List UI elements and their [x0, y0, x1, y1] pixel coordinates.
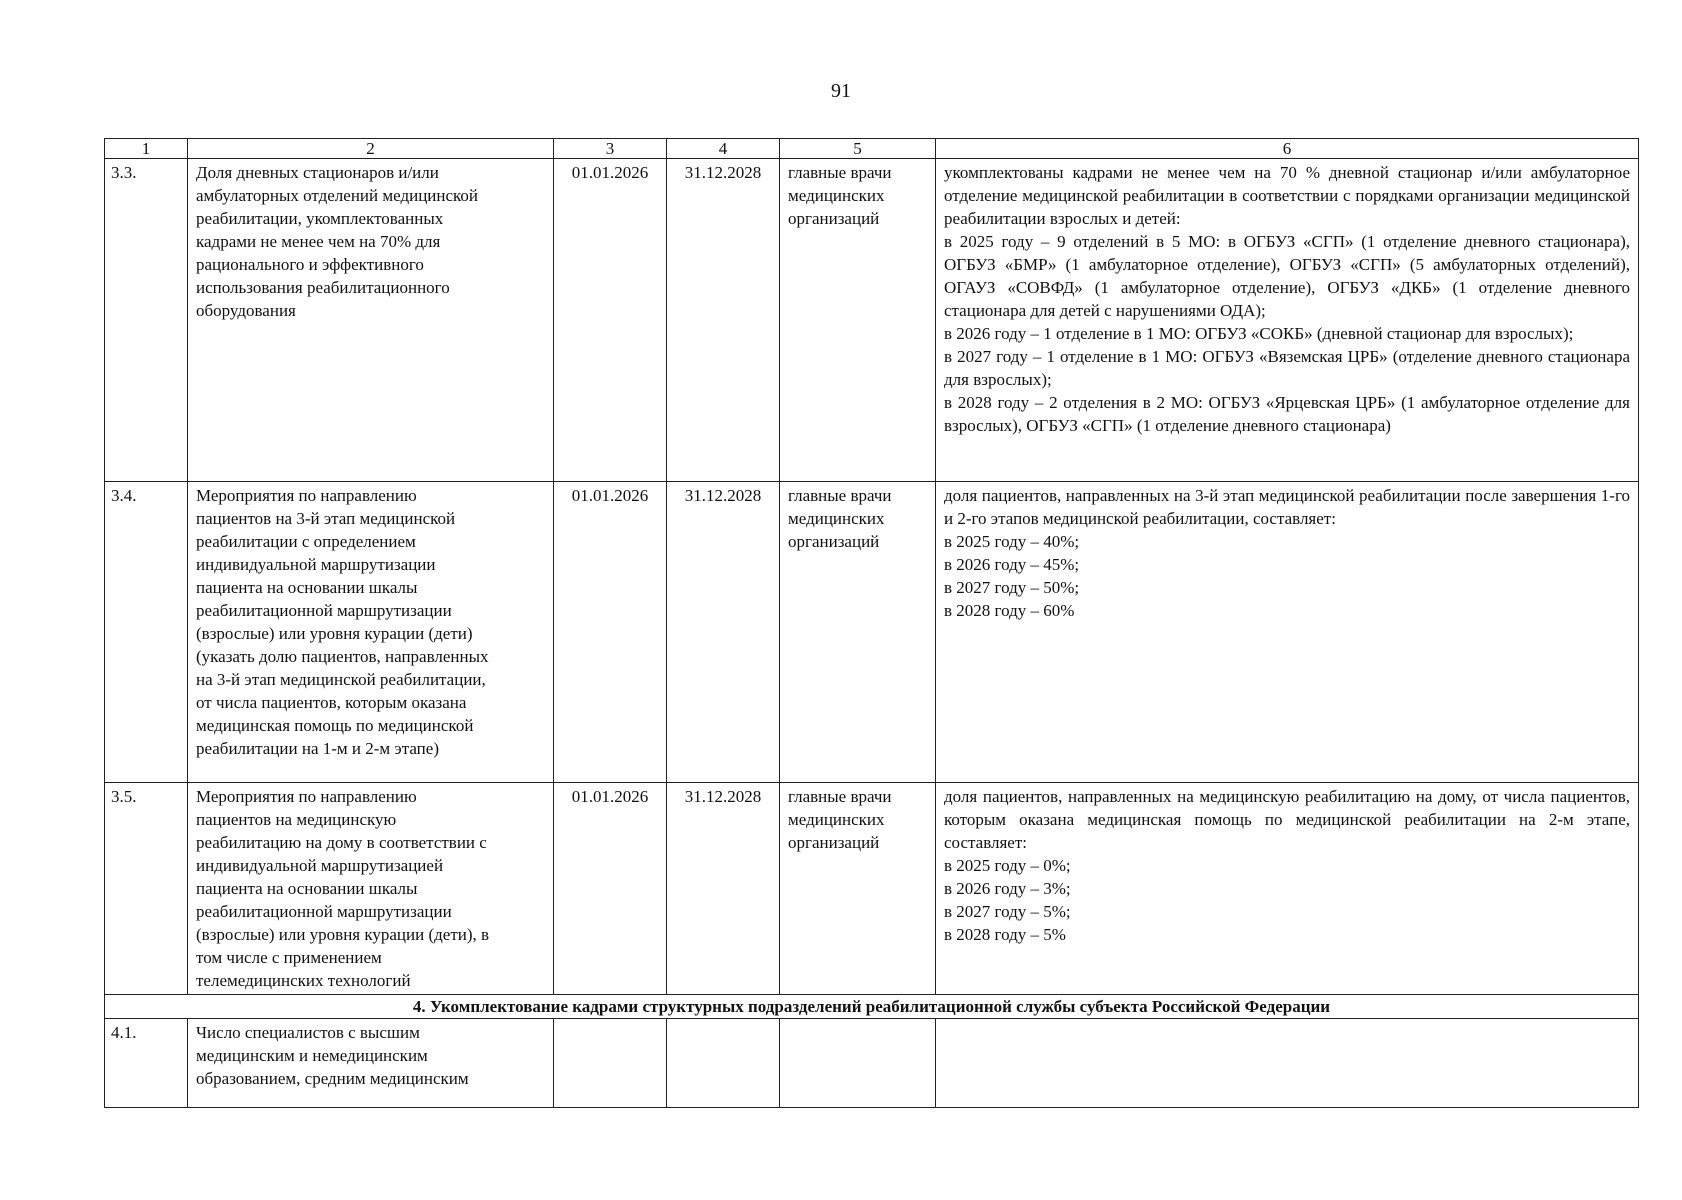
measure-title-line: кадрами не менее чем на 70% для [196, 232, 441, 251]
end-date: 31.12.2028 [667, 159, 780, 482]
table-row [105, 783, 1639, 995]
measure-title-line: медицинским и немедицинским [196, 1046, 428, 1065]
table-row [105, 1019, 1639, 1108]
measure-title-line: (взрослые) или уровня курации (дети), в [196, 925, 490, 944]
responsible-line: главные врачи [788, 486, 892, 505]
measure-title-line: пациентов на медицинскую [196, 810, 397, 829]
item-number: 3.4. [105, 482, 188, 783]
result-paragraph: в 2028 году – 60% [944, 601, 1075, 620]
end-date [667, 1019, 780, 1108]
item-number: 4.1. [105, 1019, 188, 1108]
measure-title-line: медицинская помощь по медицинской [196, 716, 474, 735]
measure-title-line: реабилитации на 1-м и 2-м этапе) [196, 739, 439, 758]
measure-title-line: (указать долю пациентов, направленных [196, 647, 489, 666]
column-number: 6 [936, 139, 1639, 159]
result-paragraph: в 2028 году – 2 отделения в 2 МО: ОГБУЗ «Ярцевская ЦРБ» (1 амбулаторное отделение для взрослых), ОГБУЗ «СГП» (1 отделение дневного стационара) [944, 393, 1630, 435]
measure-title-line: индивидуальной маршрутизации [196, 555, 436, 574]
column-number: 2 [188, 139, 554, 159]
measure-title-line: телемедицинских технологий [196, 971, 411, 990]
start-date: 01.01.2026 [554, 783, 667, 995]
measure-title-line: Число специалистов с высшим [196, 1023, 420, 1042]
measure-title-line: том числе с применением [196, 948, 382, 967]
result-cell [936, 482, 1639, 783]
measure-title-line: реабилитационной маршрутизации [196, 601, 452, 620]
measure-title-line: индивидуальной маршрутизацией [196, 856, 444, 875]
column-number: 3 [554, 139, 667, 159]
measure-title-line: пациента на основании шкалы [196, 578, 418, 597]
measure-title-line: Доля дневных стационаров и/или [196, 163, 439, 182]
measure-title-line: пациента на основании шкалы [196, 879, 418, 898]
measure-title-line: пациентов на 3-й этап медицинской [196, 509, 456, 528]
responsible-line: организаций [788, 833, 880, 852]
table-row [105, 482, 1639, 783]
result-paragraph: в 2027 году – 1 отделение в 1 МО: ОГБУЗ «Вяземская ЦРБ» (отделение дневного стационара для взрослых); [944, 347, 1630, 389]
result-cell [936, 159, 1639, 482]
result-paragraph: в 2025 году – 9 отделений в 5 МО: в ОГБУЗ «СГП» (1 отделение дневного стационара), ОГБУЗ «БМР» (1 амбулаторное отделение), ОГБУЗ «СГП» (5 амбулаторных отделений), ОГАУЗ «СОВФД» (1 амбулаторное отделение), ОГБУЗ «ДКБ» (1 отделение дневного стационара для детей с нарушениями ОДА); [944, 232, 1630, 320]
column-number: 4 [667, 139, 780, 159]
measure-title-line: рационального и эффективного [196, 255, 424, 274]
start-date: 01.01.2026 [554, 159, 667, 482]
result-paragraph: укомплектованы кадрами не менее чем на 70 % дневной стационар и/или амбулаторное отделение медицинской реабилитации в соответствии с порядками организации медицинской реабилитации взрослых и детей: [944, 163, 1630, 228]
measure-title-line: реабилитацию на дому в соответствии с [196, 833, 487, 852]
responsible-line: медицинских [788, 186, 885, 205]
end-date: 31.12.2028 [667, 482, 780, 783]
result-paragraph: в 2027 году – 5%; [944, 902, 1071, 921]
responsible-line: организаций [788, 532, 880, 551]
responsible-line: организаций [788, 209, 880, 228]
column-number-row [105, 139, 1639, 159]
measure-title-line: реабилитации, укомплектованных [196, 209, 444, 228]
result-paragraph: в 2025 году – 0%; [944, 856, 1071, 875]
measure-title-line: образованием, средним медицинским [196, 1069, 469, 1088]
measure-title-line: от числа пациентов, которым оказана [196, 693, 467, 712]
responsible-line: главные врачи [788, 163, 892, 182]
responsible-line: главные врачи [788, 787, 892, 806]
start-date [554, 1019, 667, 1108]
measures-table [104, 138, 1639, 1108]
start-date: 01.01.2026 [554, 482, 667, 783]
result-paragraph: доля пациентов, направленных на 3-й этап медицинской реабилитации после завершения 1-го и 2-го этапов медицинской реабилитации, составляет: [944, 486, 1630, 528]
measure-title-line: Мероприятия по направлению [196, 486, 417, 505]
measure-title-line: на 3-й этап медицинской реабилитации, [196, 670, 486, 689]
item-number: 3.3. [105, 159, 188, 482]
responsible-line: медицинских [788, 509, 885, 528]
result-paragraph: в 2026 году – 3%; [944, 879, 1071, 898]
table-row [105, 159, 1639, 482]
result-paragraph: в 2027 году – 50%; [944, 578, 1080, 597]
measure-title-cell [188, 1019, 554, 1108]
measure-title-cell [188, 482, 554, 783]
column-number: 5 [780, 139, 936, 159]
section-heading: 4. Укомплектование кадрами структурных подразделений реабилитационной службы субъекта Российской Федерации [105, 995, 1639, 1019]
result-paragraph: в 2026 году – 1 отделение в 1 МО: ОГБУЗ «СОКБ» (дневной стационар для взрослых); [944, 324, 1574, 343]
page-number: 91 [831, 80, 851, 102]
responsible-cell [780, 159, 936, 482]
end-date: 31.12.2028 [667, 783, 780, 995]
responsible-cell [780, 482, 936, 783]
result-cell [936, 1019, 1639, 1108]
measure-title-line: (взрослые) или уровня курации (дети) [196, 624, 473, 643]
measure-title-line: реабилитации с определением [196, 532, 416, 551]
section-heading-row [105, 995, 1639, 1019]
measure-title-line: оборудования [196, 301, 296, 320]
result-cell [936, 783, 1639, 995]
measure-title-line: Мероприятия по направлению [196, 787, 417, 806]
column-number: 1 [105, 139, 188, 159]
measure-title-cell [188, 783, 554, 995]
measure-title-line: реабилитационной маршрутизации [196, 902, 452, 921]
result-paragraph: в 2028 году – 5% [944, 925, 1066, 944]
result-paragraph: в 2025 году – 40%; [944, 532, 1080, 551]
measure-title-line: использования реабилитационного [196, 278, 450, 297]
item-number: 3.5. [105, 783, 188, 995]
responsible-cell [780, 1019, 936, 1108]
measure-title-line: амбулаторных отделений медицинской [196, 186, 479, 205]
measure-title-cell [188, 159, 554, 482]
responsible-cell [780, 783, 936, 995]
result-paragraph: в 2026 году – 45%; [944, 555, 1080, 574]
result-paragraph: доля пациентов, направленных на медицинскую реабилитацию на дому, от числа пациентов, которым оказана медицинская помощь по медицинской реабилитации на 2-м этапе, составляет: [944, 787, 1630, 852]
responsible-line: медицинских [788, 810, 885, 829]
